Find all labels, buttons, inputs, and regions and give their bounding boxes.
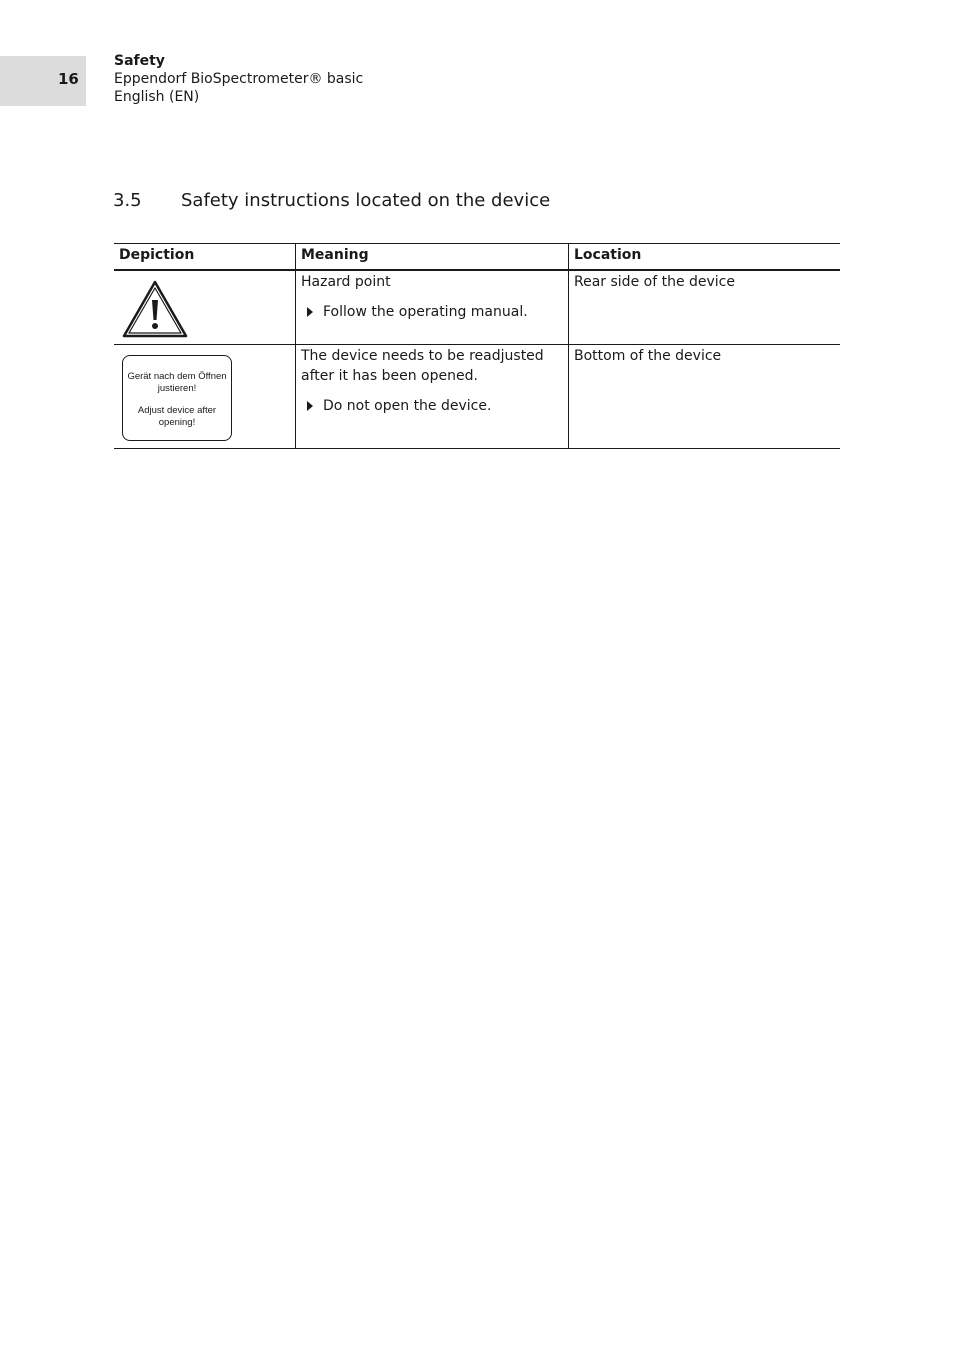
depiction-cell bbox=[114, 270, 296, 345]
table-row bbox=[114, 270, 840, 345]
running-header bbox=[114, 52, 363, 106]
meaning-text: Hazard point bbox=[301, 274, 391, 290]
warning-triangle-icon bbox=[122, 280, 188, 338]
page-number: 16 bbox=[58, 70, 79, 88]
section-title: Safety instructions located on the device bbox=[181, 190, 551, 211]
section-heading bbox=[113, 190, 550, 211]
safety-instructions-table bbox=[114, 243, 840, 449]
bullet-arrow-icon bbox=[307, 401, 313, 411]
depiction-cell bbox=[114, 345, 296, 449]
device-label-sticker bbox=[122, 355, 232, 441]
meaning-cell bbox=[296, 270, 569, 345]
location-cell: Bottom of the device bbox=[569, 345, 841, 449]
label-text-german: Gerät nach dem Öffnen justieren! bbox=[127, 371, 227, 394]
header-language: English (EN) bbox=[114, 89, 200, 105]
table-row bbox=[114, 345, 840, 449]
header-section-title: Safety bbox=[114, 53, 165, 69]
bullet-arrow-icon bbox=[307, 307, 313, 317]
location-cell: Rear side of the device bbox=[569, 270, 841, 345]
instruction-item bbox=[301, 302, 563, 322]
instruction-item bbox=[301, 396, 563, 416]
table-header-row bbox=[114, 244, 840, 271]
column-header-meaning: Meaning bbox=[296, 244, 569, 271]
meaning-cell bbox=[296, 345, 569, 449]
label-text-english: Adjust device after opening! bbox=[137, 405, 217, 428]
section-number: 3.5 bbox=[113, 190, 142, 211]
header-product-name: Eppendorf BioSpectrometer® basic bbox=[114, 71, 364, 87]
column-header-location: Location bbox=[569, 244, 841, 271]
column-header-depiction: Depiction bbox=[114, 244, 296, 271]
meaning-text: The device needs to be readjusted after it has been opened. bbox=[301, 348, 544, 384]
instruction-text: Follow the operating manual. bbox=[323, 304, 528, 320]
instruction-text: Do not open the device. bbox=[323, 398, 492, 414]
